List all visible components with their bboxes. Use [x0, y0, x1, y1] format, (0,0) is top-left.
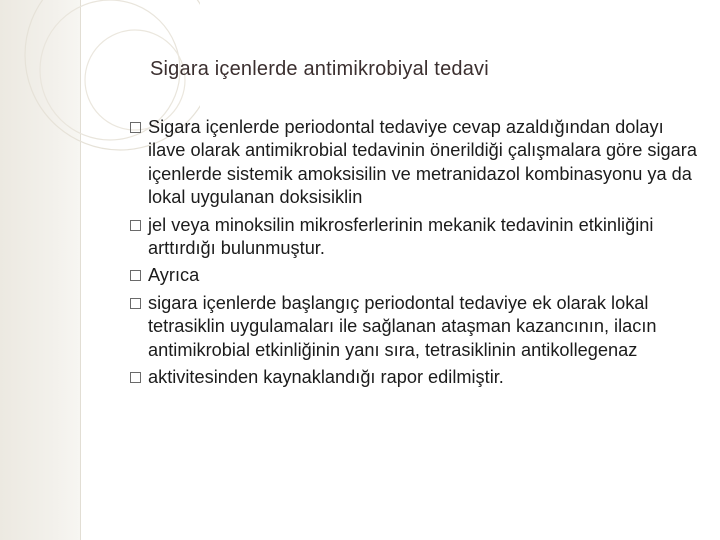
bullet-text: sigara içenlerde başlangıç periodontal tedaviye ek olarak lokal tetrasiklin uygulamaları ile sağlanan ataşman kazancının, ilacın antimikrobial etkinliğinin yanı sıra, tetrasiklinin antikollegenaz [148, 292, 657, 360]
empty-square-icon [130, 372, 141, 383]
bullet-text: Sigara içenlerde periodontal tedaviye cevap azaldığından dolayı ilave olarak antimikrobial tedavinin önerildiği çalışmalara göre sigara içenlerde sistemik amoksisilin ve metranidazol kombinasyonu ya da lokal uygulanan doksisiklin [148, 117, 697, 208]
list-item [130, 366, 700, 389]
bullet-list [130, 116, 700, 389]
list-item [130, 292, 700, 362]
bullet-text: aktivitesinden kaynaklandığı rapor edilmiştir. [148, 367, 504, 388]
slide-title: Sigara içenlerde antimikrobiyal tedavi [150, 58, 489, 80]
list-item [130, 264, 700, 287]
empty-square-icon [130, 298, 141, 309]
empty-square-icon [130, 220, 141, 231]
bullet-text: jel veya minoksilin mikrosferlerinin mekanik tedavinin etkinliğini arttırdığı bulunmuştur. [148, 214, 654, 259]
bullet-text: Ayrıca [148, 265, 200, 286]
list-item [130, 214, 700, 261]
empty-square-icon [130, 270, 141, 281]
empty-square-icon [130, 122, 141, 133]
list-item [130, 116, 700, 210]
